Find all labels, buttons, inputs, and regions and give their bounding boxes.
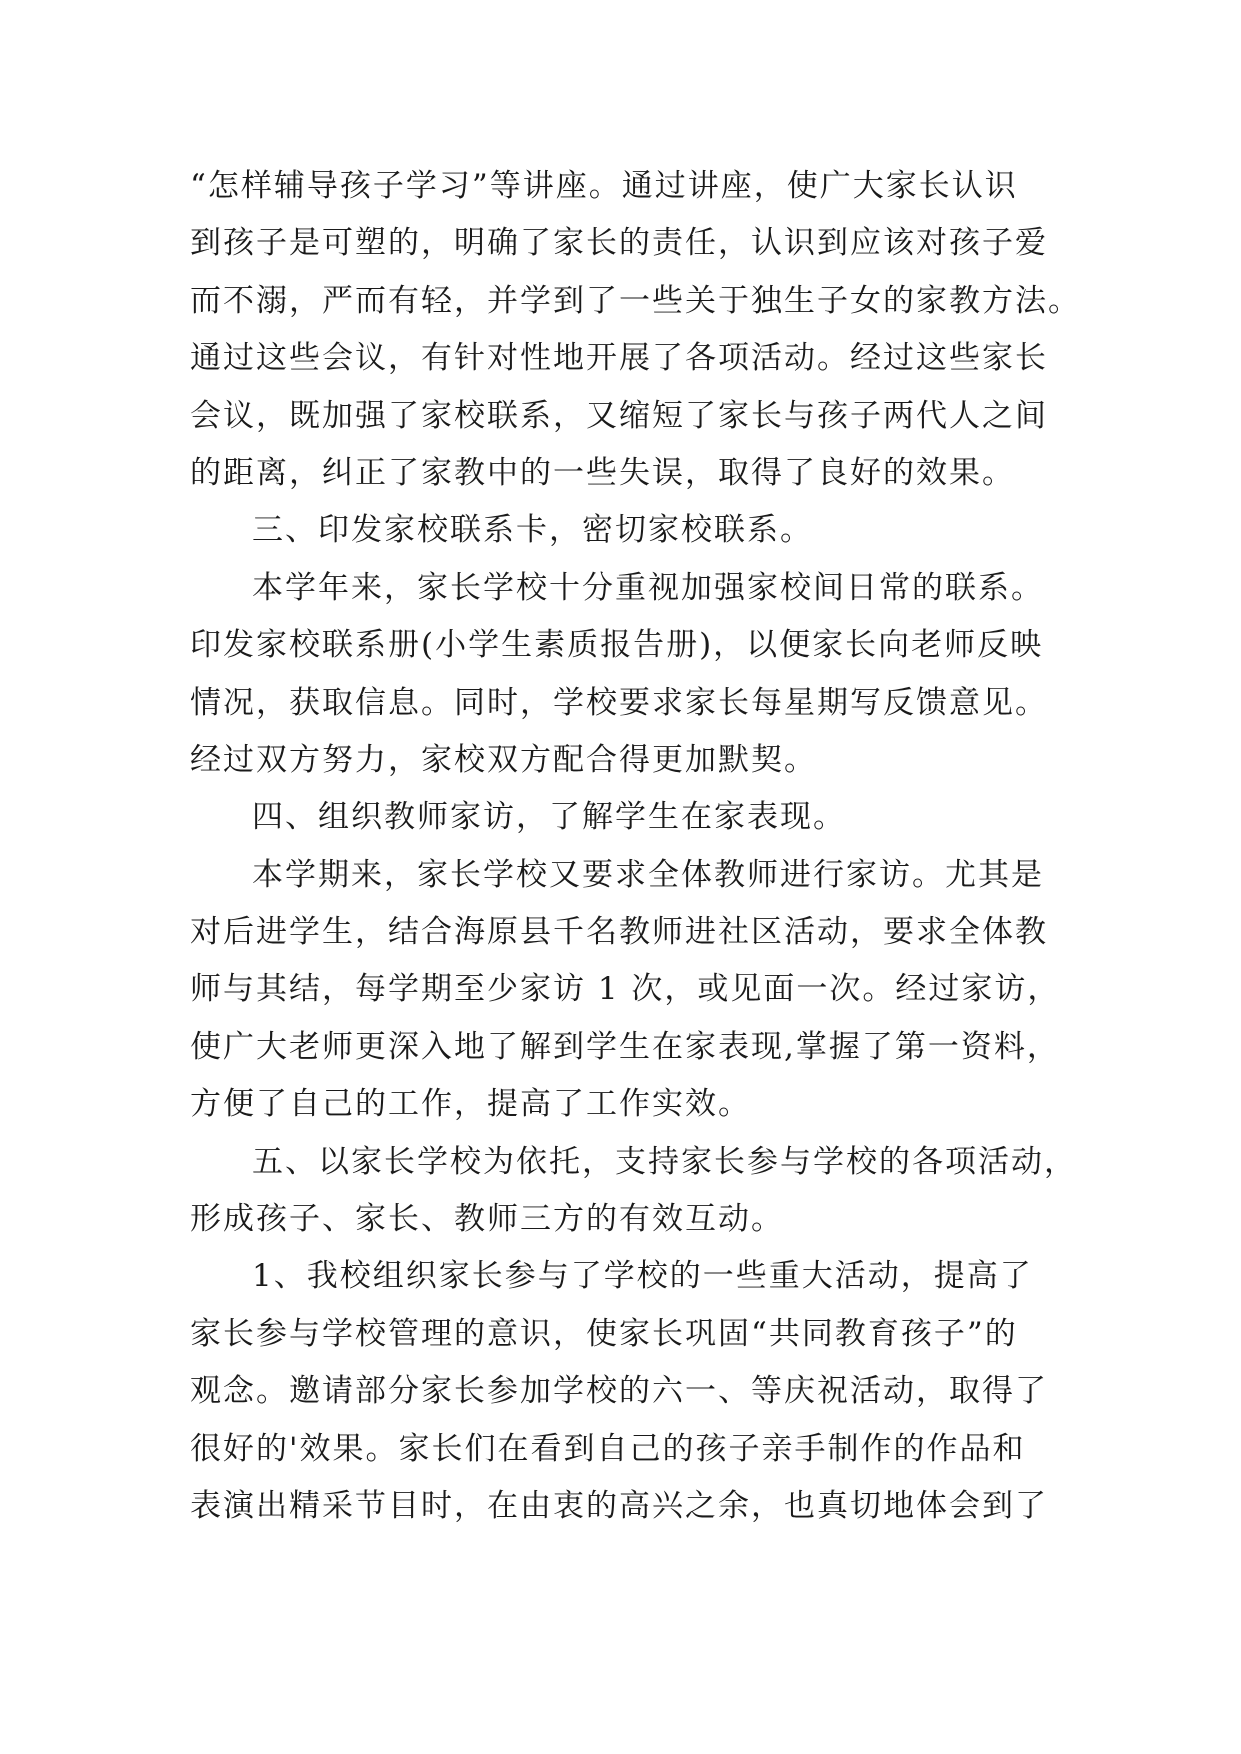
- paragraph-start: 本学年来，家长学校十分重视加强家校间日常的联系。: [252, 569, 1044, 606]
- text-line: 使广大老师更深入地了解到学生在家表现,掌握了第一资料，: [190, 1028, 1060, 1065]
- text-line: 会议，既加强了家校联系，又缩短了家长与孩子两代人之间: [190, 397, 1048, 434]
- text-line: 通过这些会议，有针对性地开展了各项活动。经过这些家长: [190, 340, 1048, 377]
- text-line: 情况，获取信息。同时，学校要求家长每星期写反馈意见。: [190, 684, 1048, 721]
- text-line: 而不溺，严而有轻，并学到了一些关于独生子女的家教方法。: [190, 282, 1081, 319]
- body-text: [190, 158, 1081, 1535]
- text-line: 表演出精采节目时，在由衷的高兴之余，也真切地体会到了: [190, 1487, 1048, 1524]
- text-line: 家长参与学校管理的意识，使家长巩固“共同教育孩子”的: [190, 1315, 1018, 1352]
- paragraph-start: 本学期来，家长学校又要求全体教师进行家访。尤其是: [252, 856, 1044, 893]
- text-line: 方便了自己的工作，提高了工作实效。: [190, 1086, 751, 1123]
- text-line: 印发家校联系册(小学生素质报告册)，以便家长向老师反映: [190, 627, 1044, 664]
- text-line: “怎样辅导孩子学习”等讲座。通过讲座，使广大家长认识: [190, 168, 1018, 204]
- text-line: 师与其结，每学期至少家访 1 次，或见面一次。经过家访，: [190, 971, 1061, 1008]
- section-heading-3: 三、印发家校联系卡，密切家校联系。: [252, 512, 813, 549]
- text-line: 到孩子是可塑的，明确了家长的责任，认识到应该对孩子爱: [190, 225, 1048, 262]
- text-line: 观念。邀请部分家长参加学校的六一、等庆祝活动，取得了: [190, 1373, 1048, 1410]
- text-line: 形成孩子、家长、教师三方的有效互动。: [190, 1201, 784, 1238]
- section-heading-5: 五、以家长学校为依托，支持家长参与学校的各项活动，: [252, 1143, 1077, 1180]
- text-line: 对后进学生，结合海原县千名教师进社区活动，要求全体教: [190, 914, 1048, 951]
- section-heading-4: 四、组织教师家访，了解学生在家表现。: [252, 799, 846, 836]
- paragraph-start: 1、我校组织家长参与了学校的一些重大活动，提高了: [252, 1258, 1033, 1295]
- text-line: 很好的'效果。家长们在看到自己的孩子亲手制作的作品和: [190, 1430, 1026, 1467]
- text-line: 经过双方努力，家校双方配合得更加默契。: [190, 741, 817, 778]
- text-line: 的距离，纠正了家教中的一些失误，取得了良好的效果。: [190, 454, 1015, 491]
